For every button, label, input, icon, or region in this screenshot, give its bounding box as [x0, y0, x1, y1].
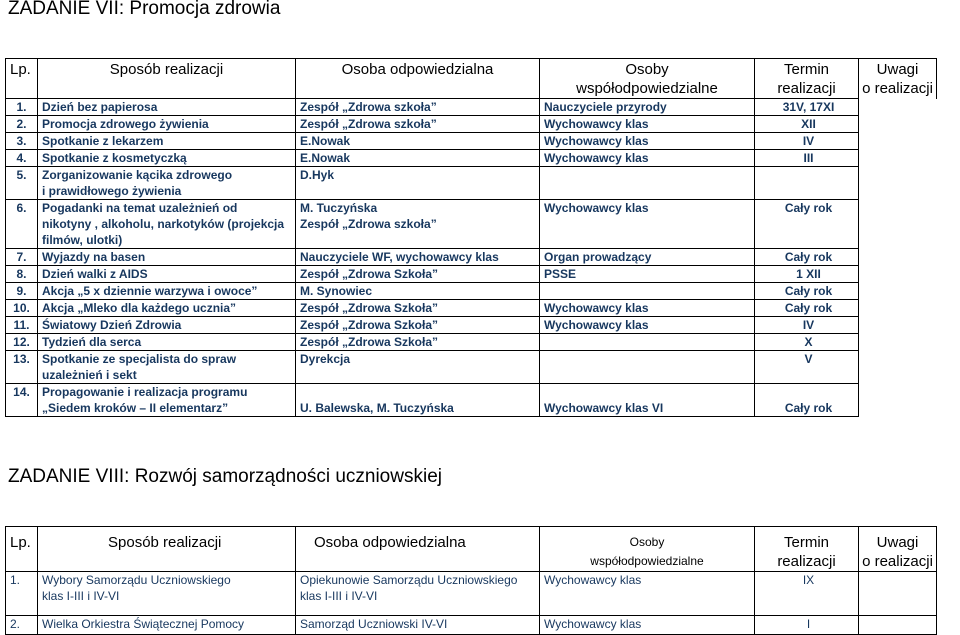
term-cell [755, 249, 859, 266]
cell-line: Wychowawcy klas [544, 151, 649, 165]
co-responsible-cell [540, 572, 755, 616]
cell-line: Cały rok [784, 284, 833, 298]
notes-cell [859, 334, 937, 351]
term-cell [755, 384, 859, 417]
cell-line: Samorząd Uczniowski IV-VI [300, 617, 448, 631]
cell-line: Zorganizowanie kącika zdrowego [42, 168, 233, 182]
method-cell [38, 384, 296, 417]
cell-line: Pogadanki na temat uzależnień od [42, 201, 238, 215]
cell-line: Cały rok [784, 401, 833, 415]
cell-line: Akcja „5 x dziennie warzywa i owoce” [42, 284, 258, 298]
cell-line: E.Nowak [300, 151, 351, 165]
method-cell [38, 99, 296, 116]
notes-cell [859, 572, 937, 616]
co-responsible-cell [540, 384, 755, 417]
cell-line: Zespół „Zdrowa Szkoła” [300, 267, 439, 281]
cell-line: Propagowanie i realizacja programu [42, 385, 248, 399]
notes-cell [859, 150, 937, 167]
cell-line: Cały rok [784, 301, 833, 315]
co-responsible-cell [540, 300, 755, 317]
co-responsible-cell [540, 99, 755, 116]
table-row [6, 572, 937, 616]
cell-line: Zespół „Zdrowa szkoła” [300, 100, 437, 114]
responsible-cell [296, 150, 540, 167]
cell-line: Wychowawcy klas [544, 301, 649, 315]
cell-line: i prawidłowego żywienia [42, 184, 182, 198]
term-cell [755, 334, 859, 351]
row-number: 12. [6, 334, 38, 351]
section-7-title: ZADANIE VII: Promocja zdrowia [8, 0, 281, 19]
cell-line: klas I-III i IV-VI [300, 589, 378, 603]
responsible-cell [296, 317, 540, 334]
cell-line: Cały rok [784, 250, 833, 264]
notes-cell [859, 99, 937, 116]
header-lp: Lp. [6, 59, 38, 99]
cell-line: Promocja zdrowego żywienia [42, 117, 209, 131]
responsible-cell [296, 133, 540, 150]
method-cell [38, 167, 296, 200]
cell-line: filmów, ulotki) [42, 233, 123, 247]
term-cell [755, 351, 859, 384]
responsible-cell [296, 351, 540, 384]
row-number: 6. [6, 200, 38, 249]
cell-line: Zespół „Zdrowa szkoła” [300, 117, 437, 131]
cell-line: Wychowawcy klas [544, 201, 649, 215]
table-row [6, 167, 937, 200]
header-term: Termin realizacji [755, 527, 859, 572]
row-number: 11. [6, 317, 38, 334]
method-cell [38, 133, 296, 150]
cell-line: Spotkanie z kosmetyczką [42, 151, 187, 165]
notes-cell [859, 300, 937, 317]
row-number: 8. [6, 266, 38, 283]
header-method: Sposób realizacji [38, 527, 296, 572]
row-number: 13. [6, 351, 38, 384]
term-cell [755, 317, 859, 334]
table-row [6, 300, 937, 317]
term-cell [755, 116, 859, 133]
cell-line: IV [802, 134, 815, 148]
term-cell [755, 133, 859, 150]
cell-line: Zespół „Zdrowa Szkoła” [300, 335, 439, 349]
table-header-row [6, 59, 937, 99]
method-cell [38, 200, 296, 249]
cell-line: Wybory Samorządu Uczniowskiego [42, 573, 231, 587]
table-row [6, 133, 937, 150]
table-row [6, 99, 937, 116]
row-number: 7. [6, 249, 38, 266]
cell-line: Opiekunowie Samorządu Uczniowskiego [300, 573, 518, 587]
table-row [6, 317, 937, 334]
co-responsible-cell [540, 116, 755, 133]
co-responsible-cell [540, 283, 755, 300]
table-row [6, 266, 937, 283]
co-responsible-cell [540, 334, 755, 351]
cell-line: M. Tuczyńska [300, 201, 378, 215]
method-cell [38, 116, 296, 133]
method-cell [38, 300, 296, 317]
cell-line: Zespół „Zdrowa Szkoła” [300, 318, 439, 332]
co-responsible-cell [540, 133, 755, 150]
cell-line: Wychowawcy klas VI [544, 401, 664, 415]
header-method: Sposób realizacji [38, 59, 296, 99]
table-row [6, 351, 937, 384]
cell-line: Wychowawcy klas [544, 134, 649, 148]
cell-line: Akcja „Mleko dla każdego ucznia” [42, 301, 237, 315]
self-government-table [5, 526, 937, 635]
notes-cell [859, 384, 937, 417]
cell-line: Nauczyciele WF, wychowawcy klas [300, 250, 499, 264]
cell-line: Wychowawcy klas [544, 617, 642, 631]
table-row [6, 249, 937, 266]
promotion-table [5, 58, 937, 417]
responsible-cell [296, 99, 540, 116]
responsible-cell [296, 572, 540, 616]
notes-cell [859, 283, 937, 300]
term-cell [755, 266, 859, 283]
method-cell [38, 572, 296, 616]
cell-line: Wyjazdy na basen [42, 250, 146, 264]
row-number: 2. [6, 116, 38, 133]
co-responsible-cell [540, 351, 755, 384]
term-cell [755, 150, 859, 167]
row-number: 1. [6, 99, 38, 116]
responsible-cell [296, 334, 540, 351]
cell-line: PSSE [544, 267, 577, 281]
responsible-cell [296, 283, 540, 300]
term-cell [755, 572, 859, 616]
cell-line: XII [801, 117, 816, 131]
responsible-cell [296, 116, 540, 133]
cell-line: Nauczyciele przyrody [544, 100, 667, 114]
cell-line: Wychowawcy klas [544, 573, 642, 587]
co-responsible-cell [540, 200, 755, 249]
cell-line: Dzień bez papierosa [42, 100, 158, 114]
term-cell [755, 167, 859, 200]
method-cell [38, 150, 296, 167]
responsible-cell [296, 616, 540, 635]
cell-line: Cały rok [784, 201, 833, 215]
cell-line: Spotkanie z lekarzem [42, 134, 164, 148]
method-cell [38, 249, 296, 266]
table-row [6, 200, 937, 249]
table-row [6, 116, 937, 133]
method-cell [38, 317, 296, 334]
cell-line: Wychowawcy klas [544, 117, 649, 131]
notes-cell [859, 116, 937, 133]
cell-line: D.Hyk [300, 168, 335, 182]
cell-line: Wychowawcy klas [544, 318, 649, 332]
table-header-row [6, 527, 937, 572]
method-cell [38, 351, 296, 384]
cell-line: Zespół „Zdrowa Szkoła” [300, 301, 439, 315]
header-responsible: Osoba odpowiedzialna [296, 59, 540, 99]
cell-line: IV [802, 318, 815, 332]
co-responsible-cell [540, 167, 755, 200]
method-cell [38, 283, 296, 300]
cell-line: IX [802, 573, 815, 587]
cell-line: V [804, 352, 813, 366]
notes-cell [859, 266, 937, 283]
row-number: 9. [6, 283, 38, 300]
co-responsible-cell [540, 249, 755, 266]
table-row [6, 334, 937, 351]
responsible-cell [296, 200, 540, 249]
cell-line: nikotyny , alkoholu, narkotyków (projekcja [42, 217, 285, 231]
responsible-cell [296, 266, 540, 283]
co-responsible-cell [540, 150, 755, 167]
cell-line: U. Balewska, M. Tuczyńska [300, 401, 454, 415]
row-number: 10. [6, 300, 38, 317]
header-co-responsible: Osoby współodpowiedzialne [540, 59, 755, 99]
responsible-cell [296, 167, 540, 200]
method-cell [38, 334, 296, 351]
cell-line: X [804, 335, 813, 349]
cell-line: Światowy Dzień Zdrowia [42, 318, 182, 332]
cell-line: Dyrekcja [300, 352, 351, 366]
table-row [6, 616, 937, 635]
cell-line: klas I-III i IV-VI [42, 589, 120, 603]
cell-line: uzależnień i sekt [42, 368, 137, 382]
cell-line: 1 XII [796, 267, 821, 281]
row-number: 14. [6, 384, 38, 417]
header-lp: Lp. [6, 527, 38, 572]
table-row [6, 150, 937, 167]
notes-cell [859, 133, 937, 150]
term-cell [755, 616, 859, 635]
co-responsible-cell [540, 616, 755, 635]
responsible-cell [296, 300, 540, 317]
header-term: Termin realizacji [755, 59, 859, 99]
cell-line: I [806, 617, 811, 631]
header-responsible: Osoba odpowiedzialna [296, 527, 540, 572]
cell-line: 31V, 17XI [782, 100, 835, 114]
cell-line: M. Synowiec [300, 284, 373, 298]
method-cell [38, 266, 296, 283]
notes-cell [859, 317, 937, 334]
term-cell [755, 200, 859, 249]
cell-line: Tydzień dla serca [42, 335, 142, 349]
notes-cell [859, 351, 937, 384]
cell-line: Wielka Orkiestra Świątecznej Pomocy [42, 617, 245, 631]
term-cell [755, 99, 859, 116]
responsible-cell [296, 249, 540, 266]
notes-cell [859, 167, 937, 200]
header-co-responsible: Osoby współodpowiedzialne [540, 527, 755, 572]
co-responsible-cell [540, 317, 755, 334]
row-number: 1. [6, 572, 38, 616]
row-number: 4. [6, 150, 38, 167]
cell-line: Dzień walki z AIDS [42, 267, 148, 281]
row-number: 2. [6, 616, 38, 635]
table-row [6, 283, 937, 300]
notes-cell [859, 200, 937, 249]
section-8-title: ZADANIE VIII: Rozwój samorządności uczniowskiej [8, 466, 442, 487]
term-cell [755, 300, 859, 317]
header-notes: Uwagi o realizacji [859, 59, 937, 99]
co-responsible-cell [540, 266, 755, 283]
notes-cell [859, 616, 937, 635]
cell-line: Organ prowadzący [544, 250, 652, 264]
cell-line: Zespół „Zdrowa szkoła” [300, 217, 437, 231]
row-number: 3. [6, 133, 38, 150]
header-notes: Uwagi o realizacji [859, 527, 937, 572]
cell-line: III [803, 151, 814, 165]
responsible-cell [296, 384, 540, 417]
cell-line: „Siedem kroków – II elementarz” [42, 401, 229, 415]
cell-line: E.Nowak [300, 134, 351, 148]
method-cell [38, 616, 296, 635]
table-row [6, 384, 937, 417]
term-cell [755, 283, 859, 300]
row-number: 5. [6, 167, 38, 200]
notes-cell [859, 249, 937, 266]
cell-line: Spotkanie ze specjalista do spraw [42, 352, 237, 366]
